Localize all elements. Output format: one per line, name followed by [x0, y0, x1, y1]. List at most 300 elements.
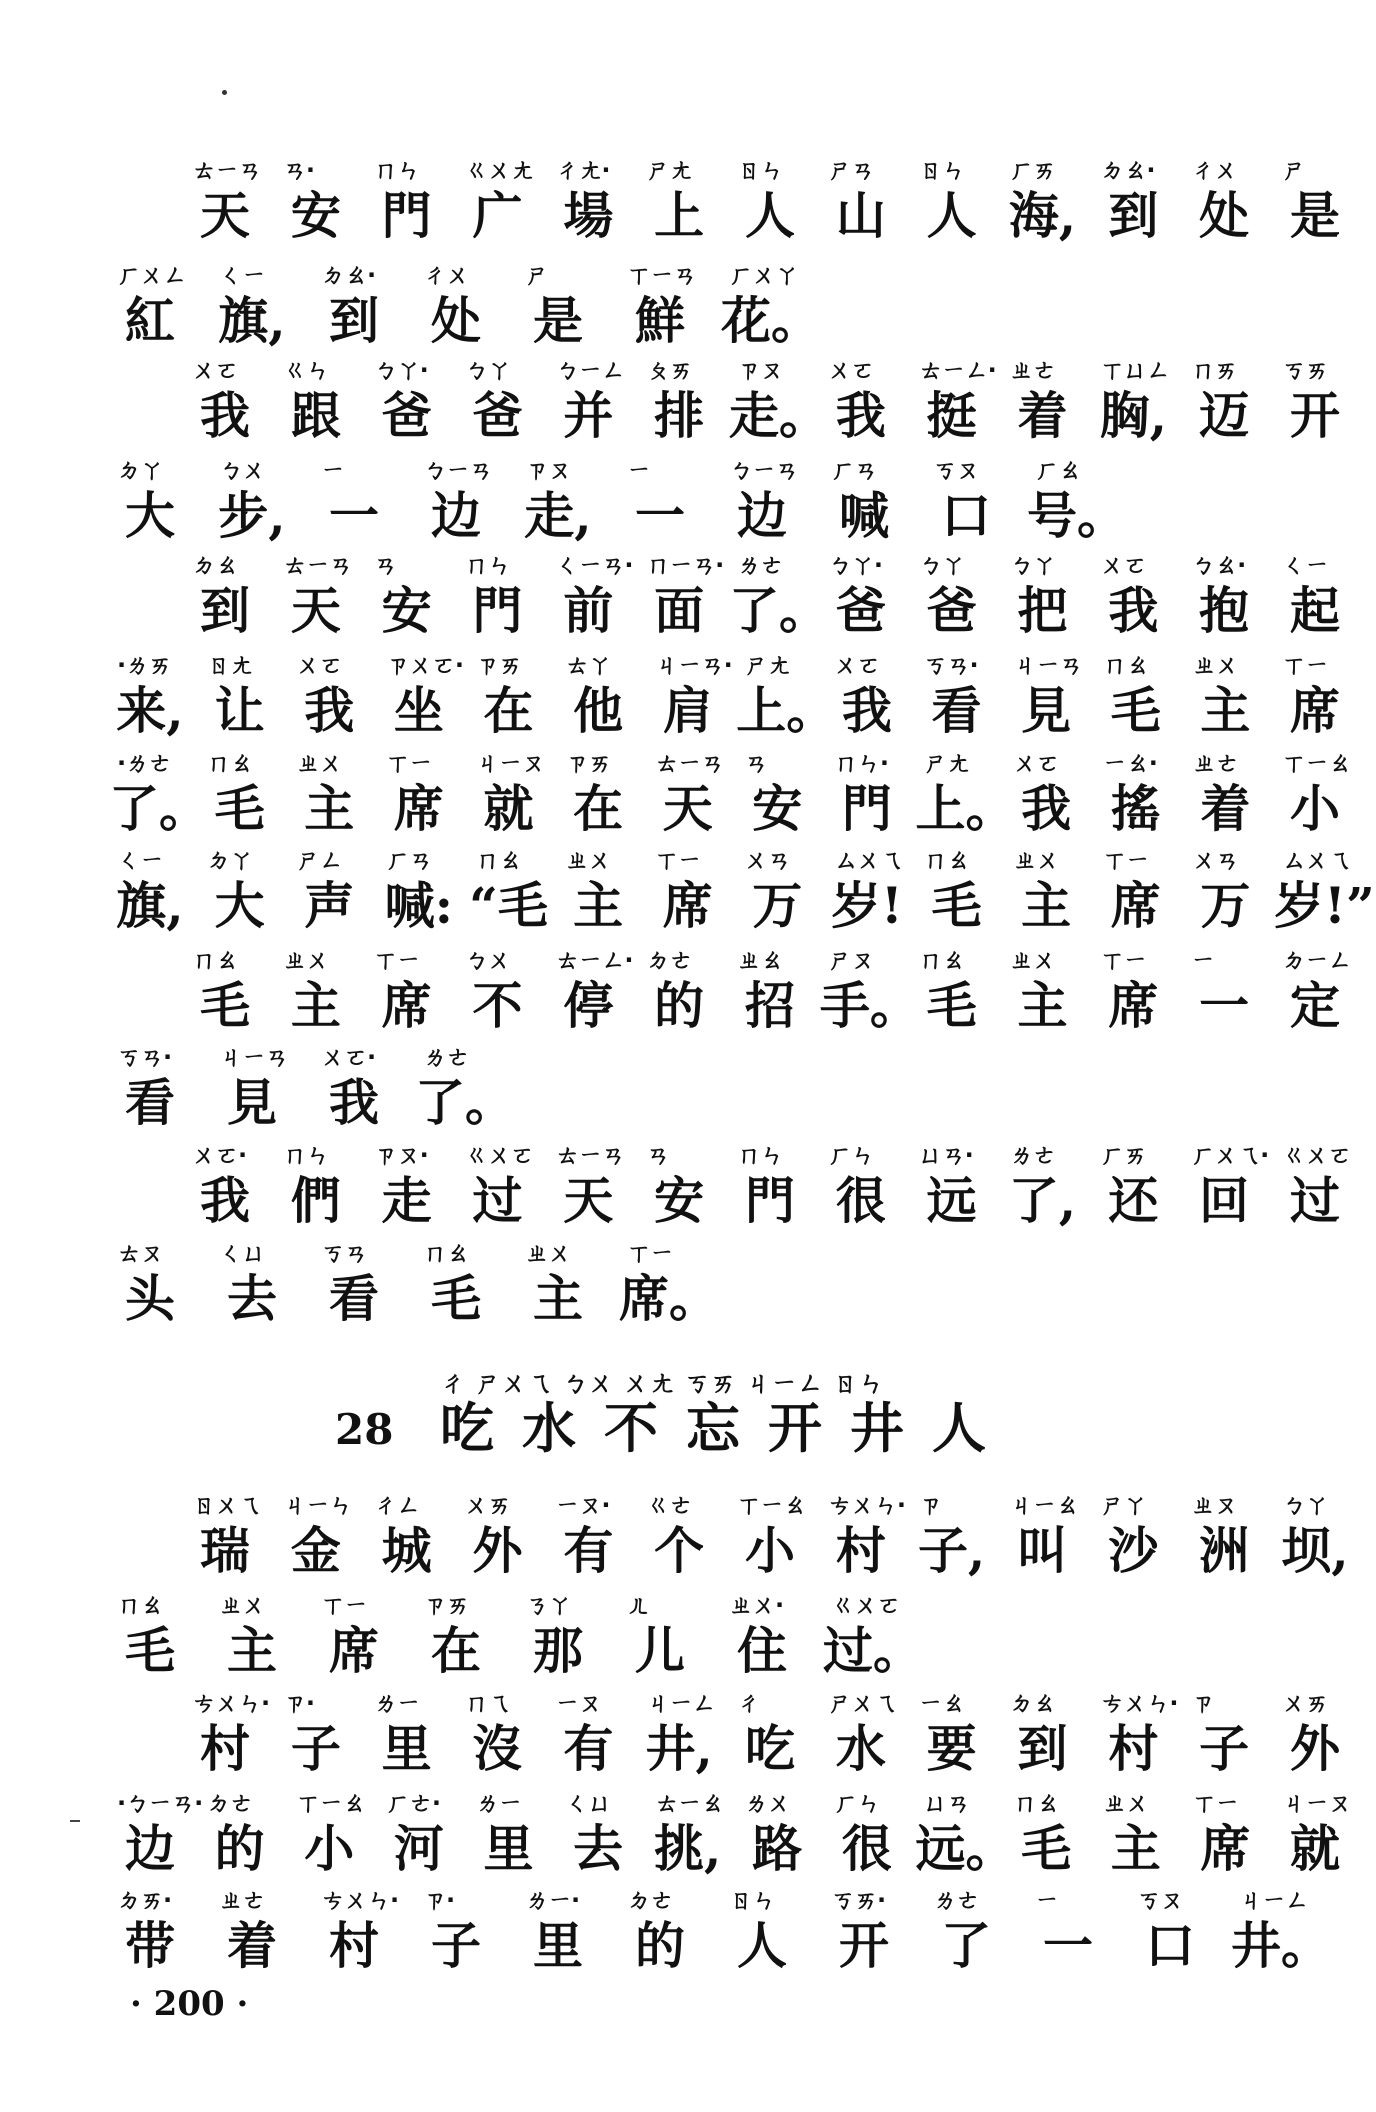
hanzi-character: 那: [533, 1621, 583, 1680]
zhuyin-annotation: ㄊㄧㄥ·: [918, 356, 996, 384]
hanzi-character: 很: [841, 1819, 892, 1878]
hanzi-character: 他: [573, 681, 624, 740]
hanzi-character: 远: [926, 1171, 977, 1230]
text-line: [0, 1590, 1376, 1682]
zhuyin-annotation: ㄍㄜ: [646, 1491, 693, 1519]
hanzi-character: 里: [483, 1819, 534, 1878]
zhuyin-annotation: ㄊㄧㄢ: [282, 551, 352, 579]
hanzi-character: 并: [563, 386, 614, 445]
zhuyin-annotation: ㄘㄨㄣ·: [321, 1886, 399, 1914]
zhuyin-annotation: ㄕㄤ: [744, 651, 791, 679]
hanzi-character: 鮮: [635, 291, 685, 350]
zhuyin-annotation: ㄊㄧㄠ: [654, 1789, 724, 1817]
zhuyin-annotation: ㄉㄠ·: [1100, 156, 1155, 184]
hanzi-character: 沙: [1108, 1521, 1159, 1580]
hanzi-character: 有: [563, 1719, 614, 1778]
zhuyin-annotation: ·ㄅㄧㄢ·: [117, 1789, 203, 1817]
zhuyin-annotation: ㄅㄧㄢ: [423, 456, 492, 484]
zhuyin-annotation: ㄩㄢ·: [918, 1141, 973, 1169]
zhuyin-annotation: ㄏㄣ: [827, 1141, 874, 1169]
hanzi-character: 号。: [1027, 486, 1127, 545]
hanzi-character: 上。: [915, 779, 1016, 838]
zhuyin-annotation: ㄊㄧㄢ: [555, 1141, 625, 1169]
zhuyin-annotation: ㄅㄧㄢ: [729, 456, 798, 484]
section-title-text: 吃水不忘开井人: [440, 1396, 1014, 1460]
hanzi-character: 搖: [1110, 779, 1161, 838]
hanzi-character: 大: [125, 486, 175, 545]
zhuyin-annotation: ㄏㄞ: [1100, 1141, 1147, 1169]
zhuyin-annotation: ㄗ·: [282, 1689, 314, 1717]
hanzi-character: 沒: [472, 1719, 523, 1778]
zhuyin-annotation: ㄙㄨㄟ: [833, 846, 903, 874]
hanzi-character: 过: [472, 1171, 523, 1230]
zhuyin-annotation: ·ㄌㄜ: [117, 749, 172, 777]
hanzi-character: 步,: [218, 486, 286, 545]
zhuyin-annotation: ㄓㄨ: [1192, 651, 1239, 679]
hanzi-character: 席。: [619, 1269, 719, 1328]
zhuyin-annotation: ㄇㄠ: [423, 1239, 469, 1267]
zhuyin-annotation: ㄨㄢ: [1192, 846, 1239, 874]
zhuyin-annotation: ㄨㄞ: [1282, 1689, 1328, 1717]
zhuyin-annotation: ㄒㄧ: [1192, 1789, 1239, 1817]
zhuyin-annotation: ㄊㄚ: [565, 651, 612, 679]
hanzi-character: 的: [214, 1819, 265, 1878]
zhuyin-annotation: ㄌㄨ: [744, 1789, 791, 1817]
zhuyin-annotation: ㄍㄣ: [282, 356, 329, 384]
text-line: [0, 550, 1376, 642]
zhuyin-annotation: ㄅㄚ·: [373, 356, 428, 384]
hanzi-character: 的: [635, 1916, 685, 1975]
zhuyin-annotation: ㄖㄣ: [729, 1886, 775, 1914]
hanzi-character: 子,: [917, 1521, 986, 1580]
hanzi-character: 水: [835, 1719, 886, 1778]
hanzi-character: 大: [214, 876, 265, 935]
zhuyin-annotation: ㄇㄠ: [923, 846, 970, 874]
zhuyin-annotation: ㄌㄧ·: [525, 1886, 580, 1914]
zhuyin-annotation: ㄦ: [627, 1591, 650, 1619]
zhuyin-annotation: ㄌㄜ: [933, 1886, 979, 1914]
hanzi-character: 子: [1199, 1719, 1250, 1778]
hanzi-character: 毛: [200, 976, 250, 1035]
zhuyin-annotation: ㄨㄛ: [192, 356, 238, 384]
hanzi-character: 挺: [926, 386, 977, 445]
zhuyin-annotation: ㄒㄧ: [321, 1591, 367, 1619]
zhuyin-annotation: ㄒㄧㄢ: [627, 261, 696, 289]
zhuyin-annotation: ㄗㄨㄛ·: [385, 651, 463, 679]
hanzi-character: 的: [654, 976, 705, 1035]
hanzi-character: 一: [635, 486, 685, 545]
zhuyin-annotation: ㄕ: [525, 261, 548, 289]
zhuyin-annotation: ㄓㄨ: [219, 1591, 265, 1619]
hanzi-character: 毛: [214, 779, 265, 838]
hanzi-character: 看: [125, 1073, 175, 1132]
zhuyin-annotation: ㄒㄧㄠ: [737, 1491, 806, 1519]
hanzi-character: 毛: [125, 1621, 175, 1680]
hanzi-character: 远。: [915, 1819, 1016, 1878]
hanzi-character: 让: [214, 681, 265, 740]
hanzi-character: 旗,: [218, 291, 286, 350]
zhuyin-annotation: ㄧㄠ: [918, 1689, 965, 1717]
zhuyin-annotation: ㄎㄢ: [321, 1239, 367, 1267]
hanzi-character: 我: [200, 1171, 250, 1230]
hanzi-character: 我: [1021, 779, 1072, 838]
hanzi-character: 席: [381, 976, 432, 1035]
zhuyin-annotation: ㄇㄣ: [282, 1141, 329, 1169]
zhuyin-annotation: ㄌㄜ: [737, 551, 783, 579]
zhuyin-annotation: ㄇㄠ: [1102, 651, 1149, 679]
zhuyin-annotation: ㄢ·: [282, 156, 314, 184]
hanzi-character: 花。: [721, 291, 821, 350]
zhuyin-annotation: ㄉㄞ·: [117, 1886, 172, 1914]
zhuyin-annotation: ㄑㄧ: [117, 846, 163, 874]
hanzi-character: 到: [329, 291, 379, 350]
zhuyin-annotation: ㄊㄡ: [117, 1239, 163, 1267]
hanzi-character: 席: [1110, 876, 1161, 935]
text-line: [0, 1238, 1376, 1330]
page-number: · 200 ·: [130, 1984, 249, 2024]
zhuyin-annotation: ㄎㄡ: [933, 456, 979, 484]
zhuyin-annotation: ㄢ: [646, 1141, 670, 1169]
section-title-number: 28: [335, 1405, 394, 1454]
zhuyin-annotation: ㄌㄜ: [1009, 1141, 1056, 1169]
hanzi-character: 安: [290, 186, 341, 245]
hanzi-character: 爸: [926, 581, 977, 640]
hanzi-character: 席: [1108, 976, 1159, 1035]
hanzi-character: 回: [1199, 1171, 1250, 1230]
hanzi-character: 城: [381, 1521, 432, 1580]
zhuyin-annotation: ㄏㄨㄥ: [117, 261, 186, 289]
hanzi-character: 門: [745, 1171, 795, 1230]
hanzi-character: 主: [533, 1269, 583, 1328]
zhuyin-annotation: ㄒㄩㄥ: [1100, 356, 1170, 384]
zhuyin-annotation: ㄧ: [627, 456, 650, 484]
zhuyin-annotation: ㄉㄚ: [206, 846, 253, 874]
section-title-pinyin: ㄔ ㄕㄨㄟ ㄅㄨ ㄨㄤ ㄎㄞ ㄐㄧㄥ ㄖㄣ: [440, 1369, 885, 1399]
zhuyin-annotation: ㄘㄨㄣ·: [1100, 1689, 1178, 1717]
hanzi-character: 一: [1199, 976, 1250, 1035]
zhuyin-annotation: ㄇㄣ: [737, 1141, 783, 1169]
hanzi-character: 主: [290, 976, 341, 1035]
hanzi-character: 河: [393, 1819, 444, 1878]
text-line: [0, 845, 1376, 937]
hanzi-character: 了。: [415, 1073, 515, 1132]
hanzi-character: 开: [839, 1916, 889, 1975]
zhuyin-annotation: ㄏㄨㄚ: [729, 261, 798, 289]
hanzi-character: 到: [1017, 1719, 1068, 1778]
hanzi-character: 主: [573, 876, 624, 935]
zhuyin-annotation: ㄎㄞ: [1282, 356, 1328, 384]
zhuyin-annotation: ㄓㄜ: [1192, 749, 1239, 777]
zhuyin-annotation: ㄖㄤ: [206, 651, 253, 679]
zhuyin-annotation: ㄨㄞ: [464, 1491, 511, 1519]
zhuyin-annotation: ㄗㄡ: [737, 356, 783, 384]
zhuyin-annotation: ㄐㄧㄢ: [1013, 651, 1083, 679]
zhuyin-annotation: ㄓㄨ·: [729, 1591, 784, 1619]
hanzi-character: 我: [304, 681, 355, 740]
hanzi-character: 毛: [926, 976, 977, 1035]
zhuyin-annotation: ㄅㄨ: [219, 456, 265, 484]
hanzi-character: 們: [290, 1171, 341, 1230]
hanzi-character: 就: [1290, 1819, 1340, 1878]
text-line: [0, 1688, 1376, 1780]
zhuyin-annotation: ㄕㄨㄟ: [827, 1689, 897, 1717]
hanzi-character: 肩: [662, 681, 713, 740]
hanzi-character: 爸: [381, 386, 432, 445]
hanzi-character: 爸: [835, 581, 886, 640]
hanzi-character: 去: [573, 1819, 624, 1878]
zhuyin-annotation: ㄐㄧㄥ: [1239, 1886, 1308, 1914]
zhuyin-annotation: ㄕㄡ: [827, 946, 874, 974]
hanzi-character: 天: [290, 581, 341, 640]
zhuyin-annotation: ㄨㄛ: [1100, 551, 1147, 579]
zhuyin-annotation: ㄓㄜ: [1009, 356, 1056, 384]
zhuyin-annotation: ㄓㄨ: [1102, 1789, 1149, 1817]
zhuyin-annotation: ㄨㄛ·: [321, 1043, 376, 1071]
zhuyin-annotation: ㄗ: [918, 1491, 942, 1519]
hanzi-character: 安: [654, 1171, 705, 1230]
hanzi-character: 把: [1017, 581, 1068, 640]
zhuyin-annotation: ㄒㄧ: [627, 1239, 673, 1267]
hanzi-character: 不: [472, 976, 523, 1035]
zhuyin-annotation: ㄌㄜ: [423, 1043, 469, 1071]
hanzi-character: 起: [1290, 581, 1340, 640]
zhuyin-annotation: ㄕㄢ: [827, 156, 874, 184]
zhuyin-annotation: ㄓㄨ: [1009, 946, 1056, 974]
hanzi-character: 迈: [1199, 386, 1250, 445]
hanzi-character: 門: [381, 186, 432, 245]
zhuyin-annotation: ㄉㄠ: [1009, 1689, 1056, 1717]
hanzi-character: 还: [1108, 1171, 1159, 1230]
zhuyin-annotation: ㄗㄞ: [423, 1591, 469, 1619]
zhuyin-annotation: ㄗㄞ: [475, 651, 522, 679]
hanzi-character: 見: [227, 1073, 277, 1132]
hanzi-character: 着: [1017, 386, 1068, 445]
zhuyin-annotation: ㄏㄨㄟ·: [1191, 1141, 1269, 1169]
zhuyin-annotation: ㄩㄢ: [923, 1789, 970, 1817]
hanzi-character: 人: [745, 186, 795, 245]
hanzi-character: 抱: [1199, 581, 1250, 640]
hanzi-character: 坐: [393, 681, 444, 740]
zhuyin-annotation: ㄗㄡ: [525, 456, 571, 484]
zhuyin-annotation: ㄇㄣ: [464, 551, 511, 579]
hanzi-character: 席: [1290, 681, 1340, 740]
hanzi-character: 村: [835, 1521, 886, 1580]
text-line: [0, 1885, 1376, 1977]
hanzi-character: 席: [329, 1621, 379, 1680]
hanzi-character: 海,: [1008, 186, 1077, 245]
zhuyin-annotation: ㄇㄠ: [918, 946, 965, 974]
text-line: [0, 1042, 1376, 1134]
hanzi-character: 排: [654, 386, 705, 445]
hanzi-character: 門: [841, 779, 892, 838]
hanzi-character: 路: [752, 1819, 803, 1878]
text-line: [0, 650, 1376, 742]
text-line: [0, 260, 1376, 352]
hanzi-character: 到: [1108, 186, 1159, 245]
zhuyin-annotation: ㄑㄩ: [565, 1789, 612, 1817]
hanzi-character: 天: [662, 779, 713, 838]
zhuyin-annotation: ㄐㄧㄥ: [646, 1689, 716, 1717]
zhuyin-annotation: ㄅㄚ: [1282, 1491, 1328, 1519]
hanzi-character: 着: [1200, 779, 1251, 838]
zhuyin-annotation: ㄏㄢ: [831, 456, 877, 484]
zhuyin-annotation: ㄇㄠ: [192, 946, 238, 974]
zhuyin-annotation: ㄔㄨ: [423, 261, 469, 289]
hanzi-character: 場: [563, 186, 614, 245]
hanzi-character: 主: [1200, 681, 1251, 740]
zhuyin-annotation: ㄌㄧ: [373, 1689, 420, 1717]
hanzi-character: 人: [737, 1916, 787, 1975]
zhuyin-annotation: ㄙㄨㄟ: [1282, 846, 1351, 874]
zhuyin-annotation: ㄧㄡ: [555, 1689, 602, 1717]
zhuyin-annotation: ㄧㄡ·: [555, 1491, 610, 1519]
zhuyin-annotation: ㄕㄤ: [923, 749, 970, 777]
zhuyin-annotation: ㄏㄜ·: [385, 1789, 440, 1817]
hanzi-character: 跟: [290, 386, 341, 445]
hanzi-character: 挑,: [653, 1819, 722, 1878]
zhuyin-annotation: ㄒㄧ: [1100, 946, 1147, 974]
zhuyin-annotation: ㄅㄚ: [1009, 551, 1056, 579]
hanzi-character: 口: [941, 486, 991, 545]
zhuyin-annotation: ㄆㄞ: [646, 356, 693, 384]
zhuyin-annotation: ㄉㄜ: [646, 946, 693, 974]
hanzi-character: 主: [1110, 1819, 1161, 1878]
zhuyin-annotation: ㄗ: [1191, 1689, 1215, 1717]
zhuyin-annotation: ㄉㄧㄥ: [1282, 946, 1351, 974]
hanzi-character: 天: [200, 186, 250, 245]
zhuyin-annotation: ㄎㄞ·: [831, 1886, 886, 1914]
hanzi-character: 前: [563, 581, 614, 640]
hanzi-character: 声: [304, 876, 355, 935]
zhuyin-annotation: ㄉㄠ: [192, 551, 238, 579]
hanzi-character: 一: [1043, 1916, 1093, 1975]
zhuyin-annotation: ㄘㄨㄣ·: [192, 1689, 270, 1717]
zhuyin-annotation: ㄓㄨ: [1013, 846, 1060, 874]
hanzi-character: 我: [1108, 581, 1159, 640]
hanzi-character: 边: [431, 486, 481, 545]
hanzi-character: 里: [533, 1916, 583, 1975]
text-line: [0, 455, 1376, 547]
hanzi-character: 过。: [823, 1621, 923, 1680]
hanzi-character: 吃: [745, 1719, 795, 1778]
zhuyin-annotation: ㄎㄡ: [1137, 1886, 1183, 1914]
zhuyin-annotation: ㄐㄧㄢ: [219, 1043, 288, 1071]
zhuyin-annotation: ㄒㄧ: [1282, 651, 1328, 679]
zhuyin-annotation: ㄔㄥ: [373, 1491, 420, 1519]
zhuyin-annotation: ㄧ: [321, 456, 344, 484]
zhuyin-annotation: ㄔ: [737, 1689, 760, 1717]
zhuyin-annotation: ㄐㄧㄢ·: [654, 651, 732, 679]
hanzi-character: 边: [125, 1819, 175, 1878]
zhuyin-annotation: ㄓㄜ: [219, 1886, 265, 1914]
hanzi-character: 小: [304, 1819, 355, 1878]
zhuyin-annotation: ㄐㄧㄡ: [1282, 1789, 1351, 1817]
zhuyin-annotation: ㄉㄜ: [627, 1886, 673, 1914]
zhuyin-annotation: ㄢ: [744, 749, 768, 777]
zhuyin-annotation: ㄌㄧ: [475, 1789, 522, 1817]
hanzi-character: 毛: [931, 876, 982, 935]
hanzi-character: 紅: [125, 291, 175, 350]
hanzi-character: 手。: [819, 976, 920, 1035]
hanzi-character: 天: [563, 1171, 614, 1230]
zhuyin-annotation: ㄇㄣ: [373, 156, 420, 184]
zhuyin-annotation: ㄖㄣ: [737, 156, 783, 184]
zhuyin-annotation: ㄅㄧㄥ: [555, 356, 625, 384]
zhuyin-annotation: ㄑㄧㄢ·: [555, 551, 633, 579]
zhuyin-annotation: ㄓㄨ: [282, 946, 329, 974]
zhuyin-annotation: ㄨㄛ: [827, 356, 874, 384]
hanzi-character: 爸: [472, 386, 523, 445]
zhuyin-annotation: ㄒㄧㄠ: [296, 1789, 366, 1817]
hanzi-character: 很: [835, 1171, 886, 1230]
zhuyin-annotation: ㄨㄛ: [1013, 749, 1060, 777]
hanzi-character: 村: [1108, 1719, 1159, 1778]
hanzi-character: 了。: [729, 581, 829, 640]
hanzi-character: 岁!: [830, 876, 903, 935]
hanzi-character: 看: [931, 681, 982, 740]
zhuyin-annotation: ㄅㄨ: [464, 946, 511, 974]
zhuyin-annotation: ㄢ: [373, 551, 397, 579]
zhuyin-annotation: ㄊㄧㄢ: [192, 156, 261, 184]
hanzi-character: 人: [926, 186, 977, 245]
zhuyin-annotation: ㄅㄠ·: [1191, 551, 1246, 579]
hanzi-character: 井。: [1231, 1916, 1331, 1975]
hanzi-character: 洲: [1199, 1521, 1250, 1580]
hanzi-character: 喊: [839, 486, 889, 545]
hanzi-character: 停: [563, 976, 614, 1035]
hanzi-character: 門: [472, 581, 523, 640]
hanzi-character: 广: [472, 186, 523, 245]
hanzi-character: 走: [381, 1171, 432, 1230]
hanzi-character: 我: [200, 386, 250, 445]
zhuyin-annotation: ㄓㄨ: [525, 1239, 571, 1267]
hanzi-character: 我: [329, 1073, 379, 1132]
hanzi-character: 胸,: [1099, 386, 1168, 445]
zhuyin-annotation: ㄐㄧㄡ: [475, 749, 545, 777]
zhuyin-annotation: ㄨㄛ: [833, 651, 880, 679]
zhuyin-annotation: ㄉㄠ·: [321, 261, 376, 289]
zhuyin-annotation: ㄎㄢ·: [923, 651, 978, 679]
zhuyin-annotation: ㄒㄧㄠ: [1282, 749, 1351, 777]
zhuyin-annotation: ㄕㄤ: [646, 156, 693, 184]
hanzi-character: 毛: [431, 1269, 481, 1328]
hanzi-character: 小: [1290, 779, 1340, 838]
zhuyin-annotation: ㄏㄞ: [1009, 156, 1056, 184]
zhuyin-annotation: ㄑㄧ: [219, 261, 265, 289]
zhuyin-annotation: ㄕㄥ: [296, 846, 343, 874]
hanzi-character: 岁!”: [1274, 876, 1375, 935]
hanzi-character: 主: [304, 779, 355, 838]
zhuyin-annotation: ㄇㄠ: [206, 749, 253, 777]
zhuyin-annotation: ㄍㄨㄛ: [1282, 1141, 1351, 1169]
zhuyin-annotation: ㄍㄨㄤ: [464, 156, 534, 184]
hanzi-character: 面: [654, 581, 705, 640]
zhuyin-annotation: ㄔㄨ: [1191, 156, 1238, 184]
hanzi-character: 坝,: [1281, 1521, 1349, 1580]
text-line: [0, 355, 1376, 447]
speck-mark: [222, 90, 227, 95]
text-line: [0, 155, 1376, 247]
hanzi-character: 带: [125, 1916, 175, 1975]
zhuyin-annotation: ㄍㄨㄛ: [464, 1141, 534, 1169]
hanzi-character: 过: [1290, 1171, 1340, 1230]
hanzi-character: 万: [752, 876, 803, 935]
zhuyin-annotation: ㄉㄚ: [117, 456, 163, 484]
zhuyin-annotation: ㄕ: [1282, 156, 1305, 184]
zhuyin-annotation: ㄓㄨ: [296, 749, 343, 777]
text-line: [0, 945, 1376, 1037]
zhuyin-annotation: ㄧ: [1035, 1886, 1058, 1914]
